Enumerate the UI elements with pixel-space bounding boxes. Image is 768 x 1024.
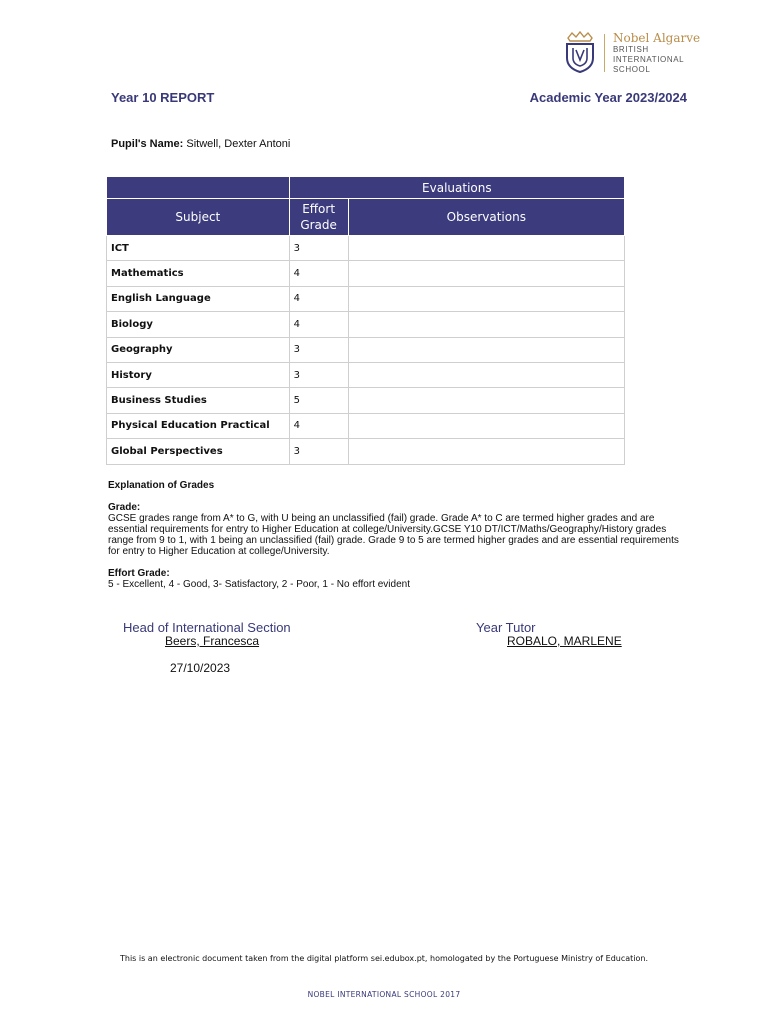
year-tutor-label: Year Tutor — [476, 620, 536, 635]
header-effort-grade: Effort Grade — [289, 199, 348, 236]
report-title: Year 10 REPORT — [111, 90, 215, 105]
electronic-document-note: This is an electronic document taken from the digital platform sei.edubox.pt, homologated by the Portuguese Ministry of Education. — [119, 954, 649, 963]
observations-cell — [348, 413, 624, 438]
table-row — [107, 362, 625, 387]
effort-cell: 4 — [289, 286, 348, 311]
observations-cell — [348, 439, 624, 464]
explanation-title: Explanation of Grades — [108, 480, 215, 491]
effort-cell: 5 — [289, 388, 348, 413]
table-row — [107, 312, 625, 337]
effort-cell: 3 — [289, 439, 348, 464]
observations-cell — [348, 337, 624, 362]
header-observations: Observations — [348, 199, 624, 236]
table-row — [107, 413, 625, 438]
table-row — [107, 261, 625, 286]
effort-cell: 4 — [289, 261, 348, 286]
logo-name: Nobel Algarve — [613, 31, 701, 45]
observations-cell — [348, 261, 624, 286]
table-row — [107, 439, 625, 464]
effort-cell: 4 — [289, 312, 348, 337]
head-of-section-label: Head of International Section — [123, 620, 291, 635]
pupil-name-label: Pupil's Name: — [111, 138, 184, 150]
crest-icon — [562, 30, 598, 74]
academic-year: Academic Year 2023/2024 — [529, 90, 687, 105]
header-blank — [107, 177, 290, 199]
observations-cell — [348, 388, 624, 413]
effort-grade-text: 5 - Excellent, 4 - Good, 3- Satisfactory, 2 - Poor, 1 - No effort evident — [108, 579, 410, 590]
subject-cell: English Language — [107, 286, 290, 311]
pupil-name-line — [111, 138, 290, 150]
subject-cell: Business Studies — [107, 388, 290, 413]
observations-cell — [348, 236, 624, 261]
logo-divider — [604, 34, 605, 72]
subject-cell: Geography — [107, 337, 290, 362]
pupil-name: Sitwell, Dexter Antoni — [186, 138, 291, 150]
observations-cell — [348, 286, 624, 311]
grades-explanation — [108, 480, 688, 590]
header-subject: Subject — [107, 199, 290, 236]
grade-text: GCSE grades range from A* to G, with U being an unclassified (fail) grade. Grade A* to C are termed higher grades and are essential requirements for entry to Higher Education at college/University.GCSE Y10 DT/ICT/Maths/Geography/History grades range from 9 to 1, with 1 being an unclassified (fail) grade. Grade 9 to 5 are termed higher grades and are essential requirements for entry to Higher Education at college/University. — [108, 513, 679, 557]
grade-label: Grade: — [108, 502, 141, 513]
subject-cell: Biology — [107, 312, 290, 337]
table-row — [107, 388, 625, 413]
subject-cell: Mathematics — [107, 261, 290, 286]
observations-cell — [348, 362, 624, 387]
header-evaluations: Evaluations — [289, 177, 624, 199]
subject-cell: ICT — [107, 236, 290, 261]
effort-cell: 3 — [289, 337, 348, 362]
table-row — [107, 337, 625, 362]
year-tutor-name: ROBALO, MARLENE — [507, 634, 622, 648]
head-of-section-name: Beers, Francesca — [165, 634, 260, 648]
grades-table — [106, 176, 625, 465]
effort-cell: 3 — [289, 362, 348, 387]
effort-cell: 3 — [289, 236, 348, 261]
report-date: 27/10/2023 — [170, 661, 231, 675]
footer-school-name: NOBEL INTERNATIONAL SCHOOL 2017 — [307, 990, 461, 999]
logo-subtitle: BRITISH INTERNATIONAL SCHOOL — [613, 45, 685, 74]
subject-cell: Global Perspectives — [107, 439, 290, 464]
effort-grade-label: Effort Grade: — [108, 568, 170, 579]
table-row — [107, 236, 625, 261]
school-logo — [562, 28, 702, 78]
observations-cell — [348, 312, 624, 337]
table-row — [107, 286, 625, 311]
subject-cell: Physical Education Practical — [107, 413, 290, 438]
subject-cell: History — [107, 362, 290, 387]
effort-cell: 4 — [289, 413, 348, 438]
